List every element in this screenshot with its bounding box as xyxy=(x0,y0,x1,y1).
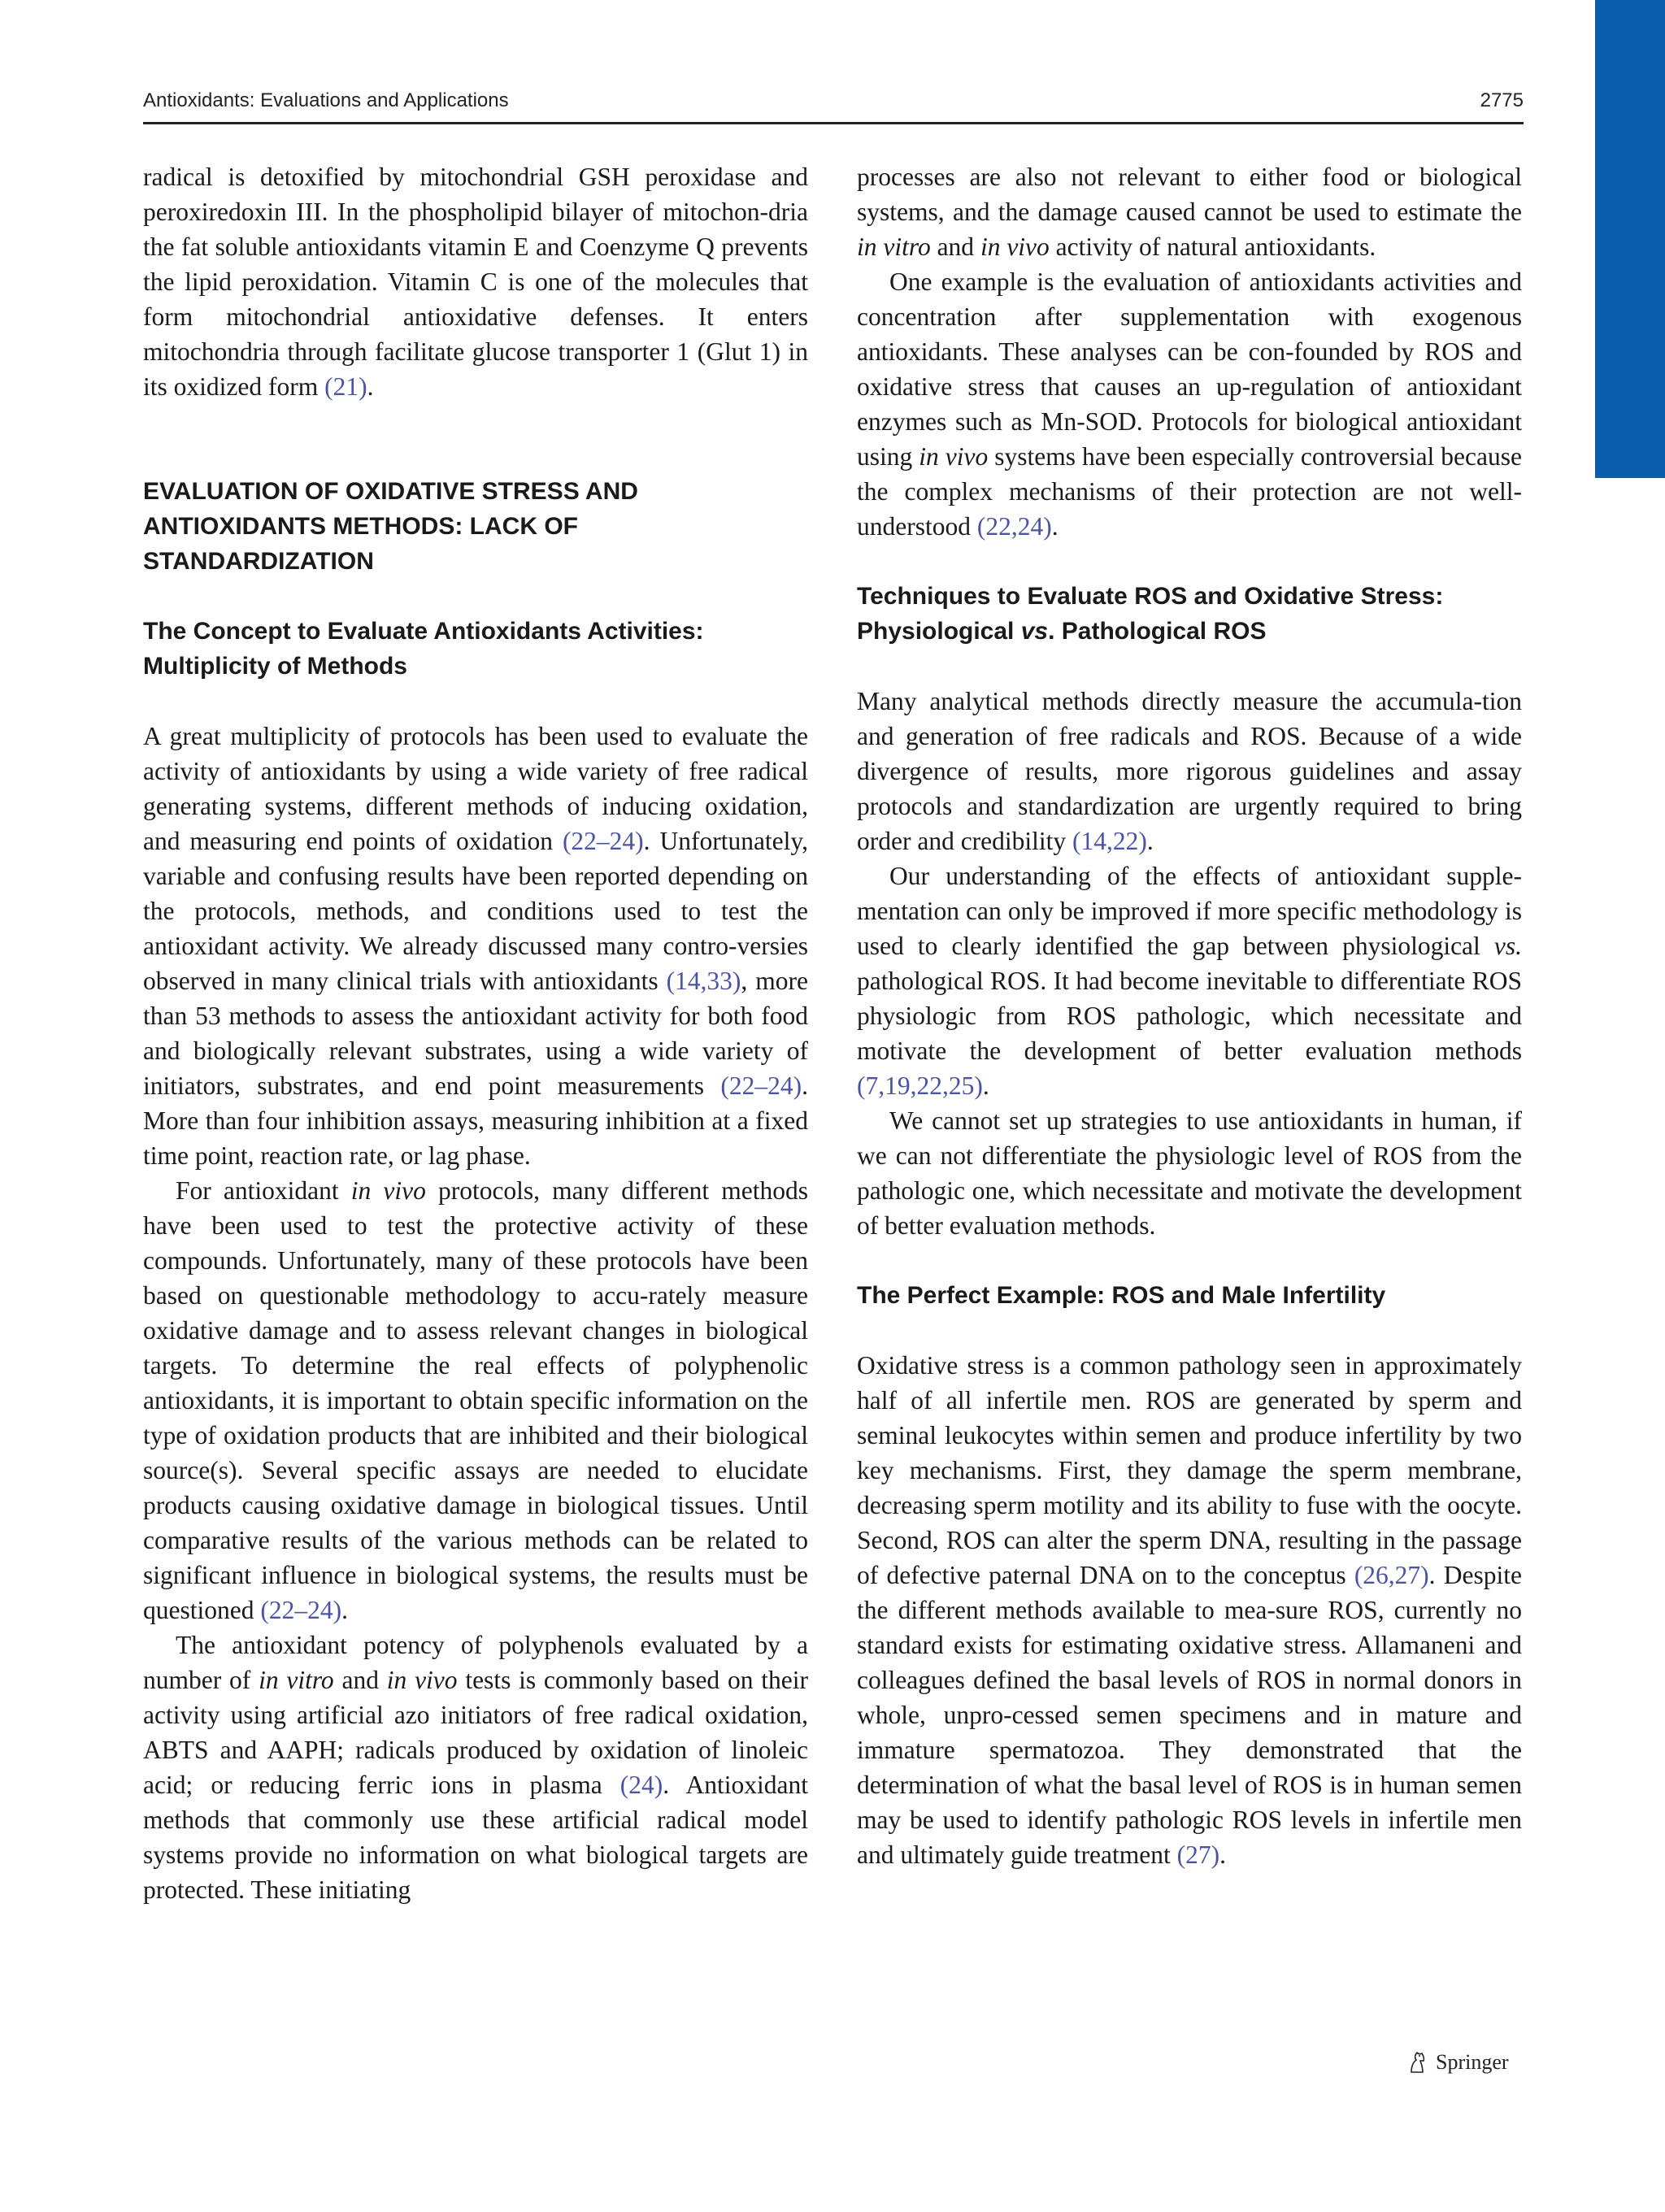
paragraph: A great multiplicity of protocols has been used to evaluate the activity of antioxidants by using a wide variety of free radical generating systems, different methods of inducing oxidation, and measuring end points of oxidation (22–24). Unfortunately, variable and confusing results have been reported depending on the protocols, methods, and conditions used to test the antioxidant activity. We already discussed many contro-versies observed in many clinical trials with antioxidants (14,33), more than 53 methods to assess the antioxidant activity for both food and biologically relevant substrates, using a wide variety of initiators, substrates, and end point measurements (22–24). More than four inhibition assays, measuring inhibition at a fixed time point, reaction rate, or lag phase. xyxy=(143,722,808,1170)
paragraph: We cannot set up strategies to use antioxidants in human, if we can not differentiate the physiologic level of ROS from the pathologic one, which necessitate and motivate the development of better evaluation methods. xyxy=(857,1106,1522,1240)
paragraph: For antioxidant in vivo protocols, many different methods have been used to test the protective activity of these compounds. Unfortunately, many of these protocols have been based on questionable methodology to accu-rately measure oxidative damage and to assess relevant changes in biological targets. To determine the real effects of polyphenolic antioxidants, it is important to obtain specific information on the type of oxidation products that are inhibited and their biological source(s). Several specific assays are needed to elucidate products causing oxidative damage in biological tissues. Until comparative results of the various methods can be related to significant influence in biological systems, the results must be questioned (22–24). xyxy=(143,1176,809,1624)
subheading-multiplicity: The Concept to Evaluate Antioxidants Activities: Multiplicity of Methods xyxy=(143,618,704,680)
running-title: Antioxidants: Evaluations and Applications xyxy=(143,89,509,111)
citation-link[interactable]: (24) xyxy=(619,1771,663,1799)
subheading-male-infertility: The Perfect Example: ROS and Male Infertility xyxy=(857,1282,1386,1309)
citation-link[interactable]: (7,19,22,25) xyxy=(857,1071,983,1100)
header-rule xyxy=(143,122,1524,124)
citation-link[interactable]: (22–24) xyxy=(720,1071,802,1100)
paragraph: Many analytical methods directly measure the accumula-tion and generation of free radicals and ROS. Because of a wide divergence of results, more rigorous guidelines and assay protocols and standardization are urgently required to bring order and credibility (14,22). xyxy=(857,687,1522,855)
citation-link[interactable]: (27) xyxy=(1176,1840,1220,1869)
citation-link[interactable]: (21) xyxy=(324,372,367,401)
citation-link[interactable]: (22–24) xyxy=(260,1596,342,1624)
citation-link[interactable]: (14,33) xyxy=(666,967,741,995)
citation-link[interactable]: (22,24) xyxy=(976,512,1052,541)
left-column xyxy=(143,159,808,1907)
right-column xyxy=(857,159,1522,1872)
citation-link[interactable]: (22–24) xyxy=(562,827,644,855)
springer-horse-icon xyxy=(1406,2050,1429,2075)
publisher-logo xyxy=(1406,2050,1509,2075)
subheading-techniques: Techniques to Evaluate ROS and Oxidative Stress: Physiological vs. Pathological ROS xyxy=(857,583,1444,645)
paragraph: Oxidative stress is a common pathology seen in approximately half of all infertile men. ROS are generated by sperm and seminal leukocytes within semen and produce infertility by two key mechanisms. First, they damage the sperm membrane, decreasing sperm motility and its ability to fuse with the oocyte. Second, ROS can alter the sperm DNA, resulting in the passage of defective paternal DNA on to the conceptus (26,27). Despite the different methods available to mea-sure ROS, currently no standard exists for estimating oxidative stress. Allamaneni and colleagues defined the basal levels of ROS in normal donors in whole, unpro-cessed semen specimens and in mature and immature spermatozoa. They demonstrated that the determination of what the basal level of ROS is in human semen may be used to identify pathologic ROS levels in infertile men and ultimately guide treatment (27). xyxy=(857,1351,1522,1869)
section-heading: EVALUATION OF OXIDATIVE STRESS AND ANTIOXIDANTS METHODS: LACK OF STANDARDIZATION xyxy=(143,478,638,575)
citation-link[interactable]: (26,27) xyxy=(1354,1561,1429,1589)
citation-link[interactable]: (14,22) xyxy=(1072,827,1147,855)
intro-paragraph: radical is detoxified by mitochondrial GSH peroxidase and peroxiredoxin III. In the phospholipid bilayer of mitochon-dria the fat soluble antioxidants vitamin E and Coenzyme Q prevents the lipid peroxidation. Vitamin C is one of the molecules that form mitochondrial antioxidative defenses. It enters mitochondria through facilitate glucose transporter 1 (Glut 1) in its oxidized form (21). xyxy=(143,163,808,401)
paragraph: The antioxidant potency of polyphenols evaluated by a number of in vitro and in vivo tests is commonly based on their activity using artificial azo initiators of free radical oxidation, ABTS and AAPH; radicals produced by oxidation of linoleic acid; or reducing ferric ions in plasma (24). Antioxidant methods that commonly use these artificial radical model systems provide no information on what biological targets are protected. These initiating xyxy=(143,1631,808,1904)
paragraph: processes are also not relevant to either food or biological systems, and the damage caused cannot be used to estimate the in vitro and in vivo activity of natural antioxidants. xyxy=(857,163,1522,261)
paragraph: One example is the evaluation of antioxidants activities and concentration after supplementation with exogenous antioxidants. These analyses can be con-founded by ROS and oxidative stress that causes an up-regulation of antioxidant enzymes such as Mn-SOD. Protocols for biological antioxidant using in vivo systems have been especially controversial because the complex mechanisms of their protection are not well-understood (22,24). xyxy=(857,267,1522,541)
paragraph: Our understanding of the effects of antioxidant supple-mentation can only be improved if more specific methodology is used to clearly identified the gap between physiological vs. pathological ROS. It had become inevitable to differentiate ROS physiologic from ROS pathologic, which necessitate and motivate the development of better evaluation methods (7,19,22,25). xyxy=(857,862,1522,1100)
page-number: 2775 xyxy=(1480,89,1524,111)
publisher-name: Springer xyxy=(1436,2050,1509,2074)
thumb-index-tab xyxy=(1595,0,1665,478)
